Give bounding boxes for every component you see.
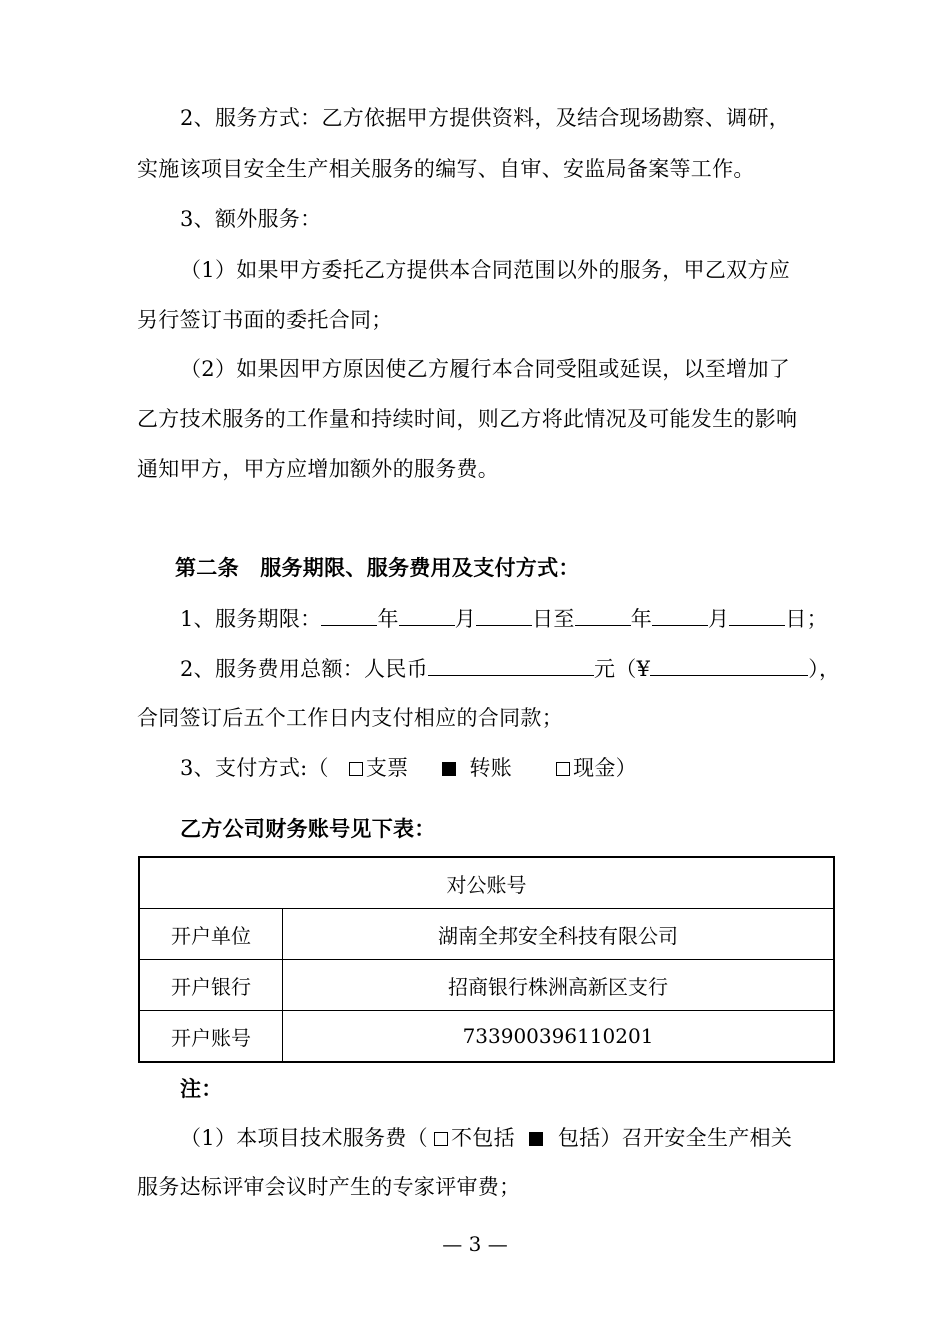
pay-label: 3、支付方式:（ <box>180 756 329 780</box>
option-included: 包括 <box>557 1126 601 1150</box>
row-label: 开户单位 <box>139 909 283 960</box>
checkbox-included[interactable] <box>529 1132 543 1146</box>
year-label: 年 <box>377 607 399 631</box>
note-line2: 服务达标评审会议时产生的专家评审费； <box>137 1175 521 1199</box>
payment-method-line <box>180 753 637 783</box>
year-label-2: 年 <box>630 607 653 631</box>
account-table <box>138 856 835 1063</box>
extra-service-1-line1: （1）如果甲方委托乙方提供本合同范围以外的服务，甲乙双方应 <box>180 258 791 282</box>
checkbox-not-included[interactable] <box>434 1132 448 1146</box>
service-method-line1: 2、服务方式：乙方依据甲方提供资料，及结合现场勘察、调研， <box>180 106 791 130</box>
note-line1 <box>180 1123 792 1153</box>
checkbox-cash[interactable] <box>556 762 570 776</box>
service-fee-line <box>180 653 840 684</box>
fee-amount-blank[interactable] <box>650 653 808 676</box>
extra-service-2-line3: 通知甲方，甲方应增加额外的服务费。 <box>137 457 500 481</box>
option-cash: 现金 <box>573 756 616 780</box>
option-transfer: 转账 <box>469 756 513 780</box>
term-label: 1、服务期限： <box>180 607 322 631</box>
note-heading: 注： <box>180 1076 223 1101</box>
end-year-blank[interactable] <box>575 603 631 626</box>
fee-yuan-label: 元（¥ <box>593 657 651 681</box>
table-row <box>139 857 834 909</box>
table-row <box>139 909 834 960</box>
start-month-blank[interactable] <box>399 603 455 626</box>
day-end-label: 日； <box>785 607 828 631</box>
month-label-2: 月 <box>708 607 730 631</box>
clause2-title: 第二条 服务期限、服务费用及支付方式： <box>175 555 580 580</box>
extra-service-heading: 3、额外服务： <box>180 207 322 231</box>
fee-words-blank[interactable] <box>428 653 594 676</box>
checkbox-transfer[interactable] <box>442 762 456 776</box>
row-value: 招商银行株洲高新区支行 <box>283 960 835 1011</box>
pay-close: ） <box>615 756 637 780</box>
option-not-included: 不包括 <box>450 1126 515 1150</box>
account-heading: 乙方公司财务账号见下表： <box>180 816 436 841</box>
table-row <box>139 1011 834 1063</box>
checkbox-cheque[interactable] <box>349 762 363 776</box>
row-label: 开户账号 <box>139 1011 283 1063</box>
row-value: 湖南全邦安全科技有限公司 <box>283 909 835 960</box>
row-label: 开户银行 <box>139 960 283 1011</box>
row-value: 733900396110201 <box>283 1011 835 1063</box>
end-day-blank[interactable] <box>729 603 785 626</box>
extra-service-1-line2: 另行签订书面的委托合同； <box>137 308 393 332</box>
fee-label: 2、服务费用总额：人民币 <box>180 657 428 681</box>
service-method-line2: 实施该项目安全生产相关服务的编写、自审、安监局备案等工作。 <box>137 157 755 181</box>
extra-service-2-line2: 乙方技术服务的工作量和持续时间，则乙方将此情况及可能发生的影响 <box>137 407 798 431</box>
page-number: — 3 — <box>442 1232 508 1256</box>
fee-close: ）， <box>808 657 841 681</box>
end-month-blank[interactable] <box>652 603 708 626</box>
start-year-blank[interactable] <box>321 603 377 626</box>
day-to-label: 日至 <box>532 607 575 631</box>
option-cheque: 支票 <box>365 756 409 780</box>
month-label: 月 <box>454 607 477 631</box>
service-term-line <box>180 603 828 634</box>
table-row <box>139 960 834 1011</box>
extra-service-2-line1: （2）如果因甲方原因使乙方履行本合同受阻或延误，以至增加了 <box>180 357 791 381</box>
start-day-blank[interactable] <box>476 603 532 626</box>
note-prefix: （1）本项目技术服务费（ <box>180 1126 428 1150</box>
payment-deadline-line: 合同签订后五个工作日内支付相应的合同款； <box>137 706 563 730</box>
table-title: 对公账号 <box>139 857 834 909</box>
note-suffix: ）召开安全生产相关 <box>600 1126 793 1150</box>
